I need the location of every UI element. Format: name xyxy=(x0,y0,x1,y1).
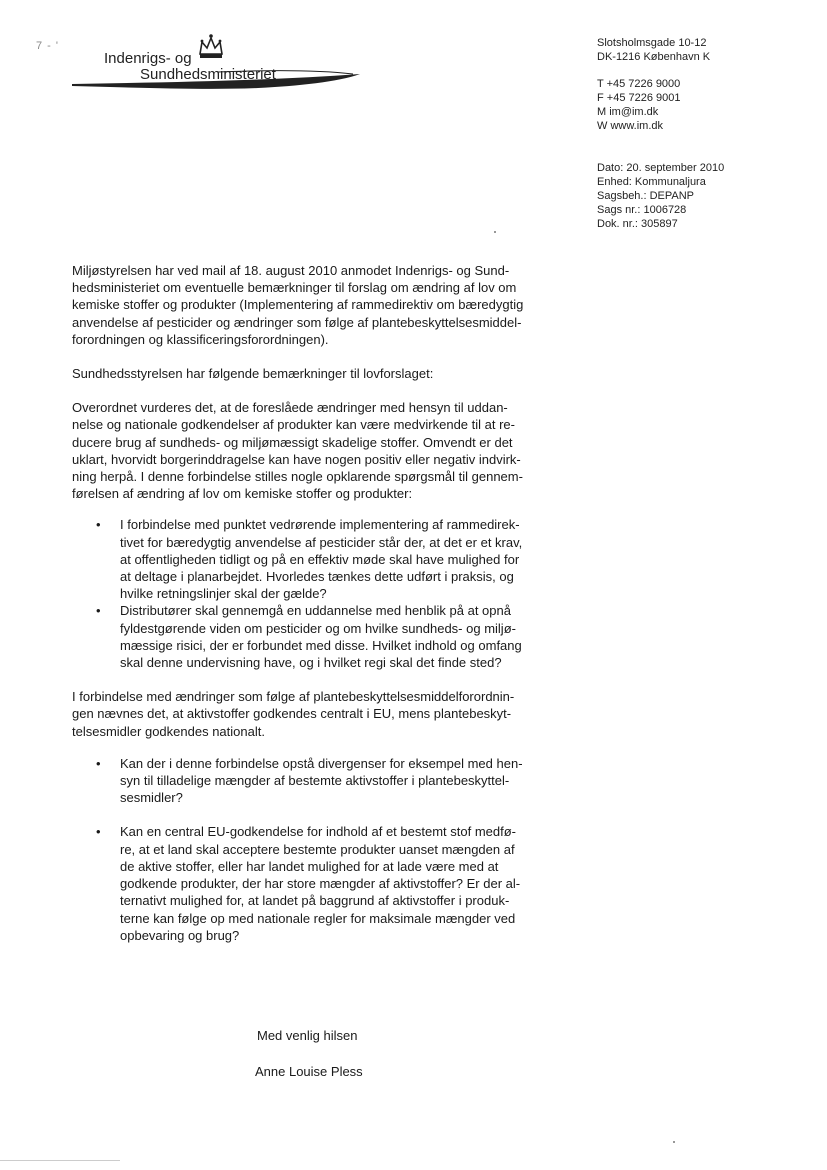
address-phone: T +45 7226 9000 xyxy=(597,78,681,90)
list-item: • I forbindelse med punktet vedrørende implementering af rammedirek- tivet for bæredygtig anvendelse af pesticider står der, at det er et krav, at offentligheden tidligt og på en effektiv møde skal have mulighed for at deltage i planarbejdet. Hvorledes tænkes dette udført i praksis, og hvilke retningslinjer skal der gælde? xyxy=(96,517,523,602)
list-item: • Kan en central EU-godkendelse for indhold af et bestemt stof medfø- re, at et land skal acceptere bestemte produkter uanset mængden af de aktive stoffer, eller har landet mulighed for at lade være med at godkende produkter, der har store mængder af aktivstoffer? Er der al- ternativt mulighed for, at landet på baggrund af aktivstoffer i produk- terne kan følge op med nationale regler for maksimale mængder ved opbevaring og brug? xyxy=(96,824,521,943)
letter-case-handler: Sagsbeh.: DEPANP xyxy=(597,190,695,202)
crown-icon xyxy=(196,32,226,62)
ministry-logo xyxy=(68,30,368,100)
scan-edge-line xyxy=(0,1160,120,1161)
letter-case-number: Sags nr.: 1006728 xyxy=(597,204,687,216)
intro-paragraph: Miljøstyrelsen har ved mail af 18. august 2010 anmodet Indenrigs- og Sund- hedsministeriet om eventuelle bemærkninger til forslag om ændring af lov om kemiske stoffer og produkter (Implementering af rammedirektiv om bæredygtig anvendelse af pesticider og ændringer som følge af plantebeskyttelsesmiddel- forordningen og klassificeringsforordningen). xyxy=(72,263,524,347)
overview-paragraph: Overordnet vurderes det, at de foreslåede ændringer med hensyn til uddan- nelse og nationale godkendelser af produkter kan være medvirkende til at re- ducere brug af sundheds- og miljømæssigt skadelige stoffer. Omvendt er det uklart, hvorvidt borgerinddragelse kan have nogen positiv eller negativ indvirk- ning herpå. I denne forbindelse stilles nogle opklarende spørgsmål til gennem- førelsen af ændring af lov om kemiske stoffer og produkter: xyxy=(72,400,523,502)
address-fax: F +45 7226 9001 xyxy=(597,92,681,104)
scan-speck xyxy=(494,231,496,233)
ministry-name-line1: Indenrigs- og xyxy=(104,50,192,67)
closing-salutation: Med venlig hilsen xyxy=(257,1028,358,1043)
address-mail: M im@im.dk xyxy=(597,106,659,118)
list-item: • Distributører skal gennemgå en uddannelse med henblik på at opnå fyldestgørende viden om pesticider og om hvilke sundheds- og miljø- mæssige risici, der er forbundet med disse. Hvilket indhold og omfang skal denne undervisning have, og i hvilket regi skal det finde sted? xyxy=(96,603,522,671)
address-street: Slotsholmsgade 10-12 xyxy=(597,37,707,49)
letter-document-number: Dok. nr.: 305897 xyxy=(597,218,678,230)
list-item: • Kan der i denne forbindelse opstå divergenser for eksempel med hen- syn til tilladelige mængder af bestemte aktivstoffer i plantebeskyttel- sesmidler? xyxy=(96,755,523,806)
scan-speck xyxy=(673,1141,675,1143)
remarks-intro-paragraph: Sundhedsstyrelsen har følgende bemærkninger til lovforslaget: xyxy=(72,366,434,382)
question-list-1 xyxy=(72,516,562,671)
bullet-icon: • xyxy=(96,824,101,840)
bullet-icon: • xyxy=(96,603,101,619)
letter-body xyxy=(72,262,562,944)
signature-name: Anne Louise Pless xyxy=(255,1064,363,1079)
plant-protection-paragraph: I forbindelse med ændringer som følge af plantebeskyttelsesmiddelforordnin- gen nævnes det, at aktivstoffer godkendes centralt i EU, mens plantebeskyt- telsesmidler godkendes nationalt. xyxy=(72,689,515,739)
sender-address-block xyxy=(597,36,724,231)
letter-unit: Enhed: Kommunaljura xyxy=(597,176,706,188)
bullet-icon: • xyxy=(96,755,101,771)
ministry-name-line2: Sundhedsministeriet xyxy=(140,66,276,83)
address-city: DK-1216 København K xyxy=(597,51,711,63)
corner-scan-mark: 7 - ' xyxy=(36,40,59,52)
bullet-icon: • xyxy=(96,517,101,533)
logo-swoosh-icon xyxy=(68,68,368,92)
address-web: W www.im.dk xyxy=(597,120,663,132)
question-list-2 xyxy=(72,755,562,944)
letter-date: Dato: 20. september 2010 xyxy=(597,162,725,174)
